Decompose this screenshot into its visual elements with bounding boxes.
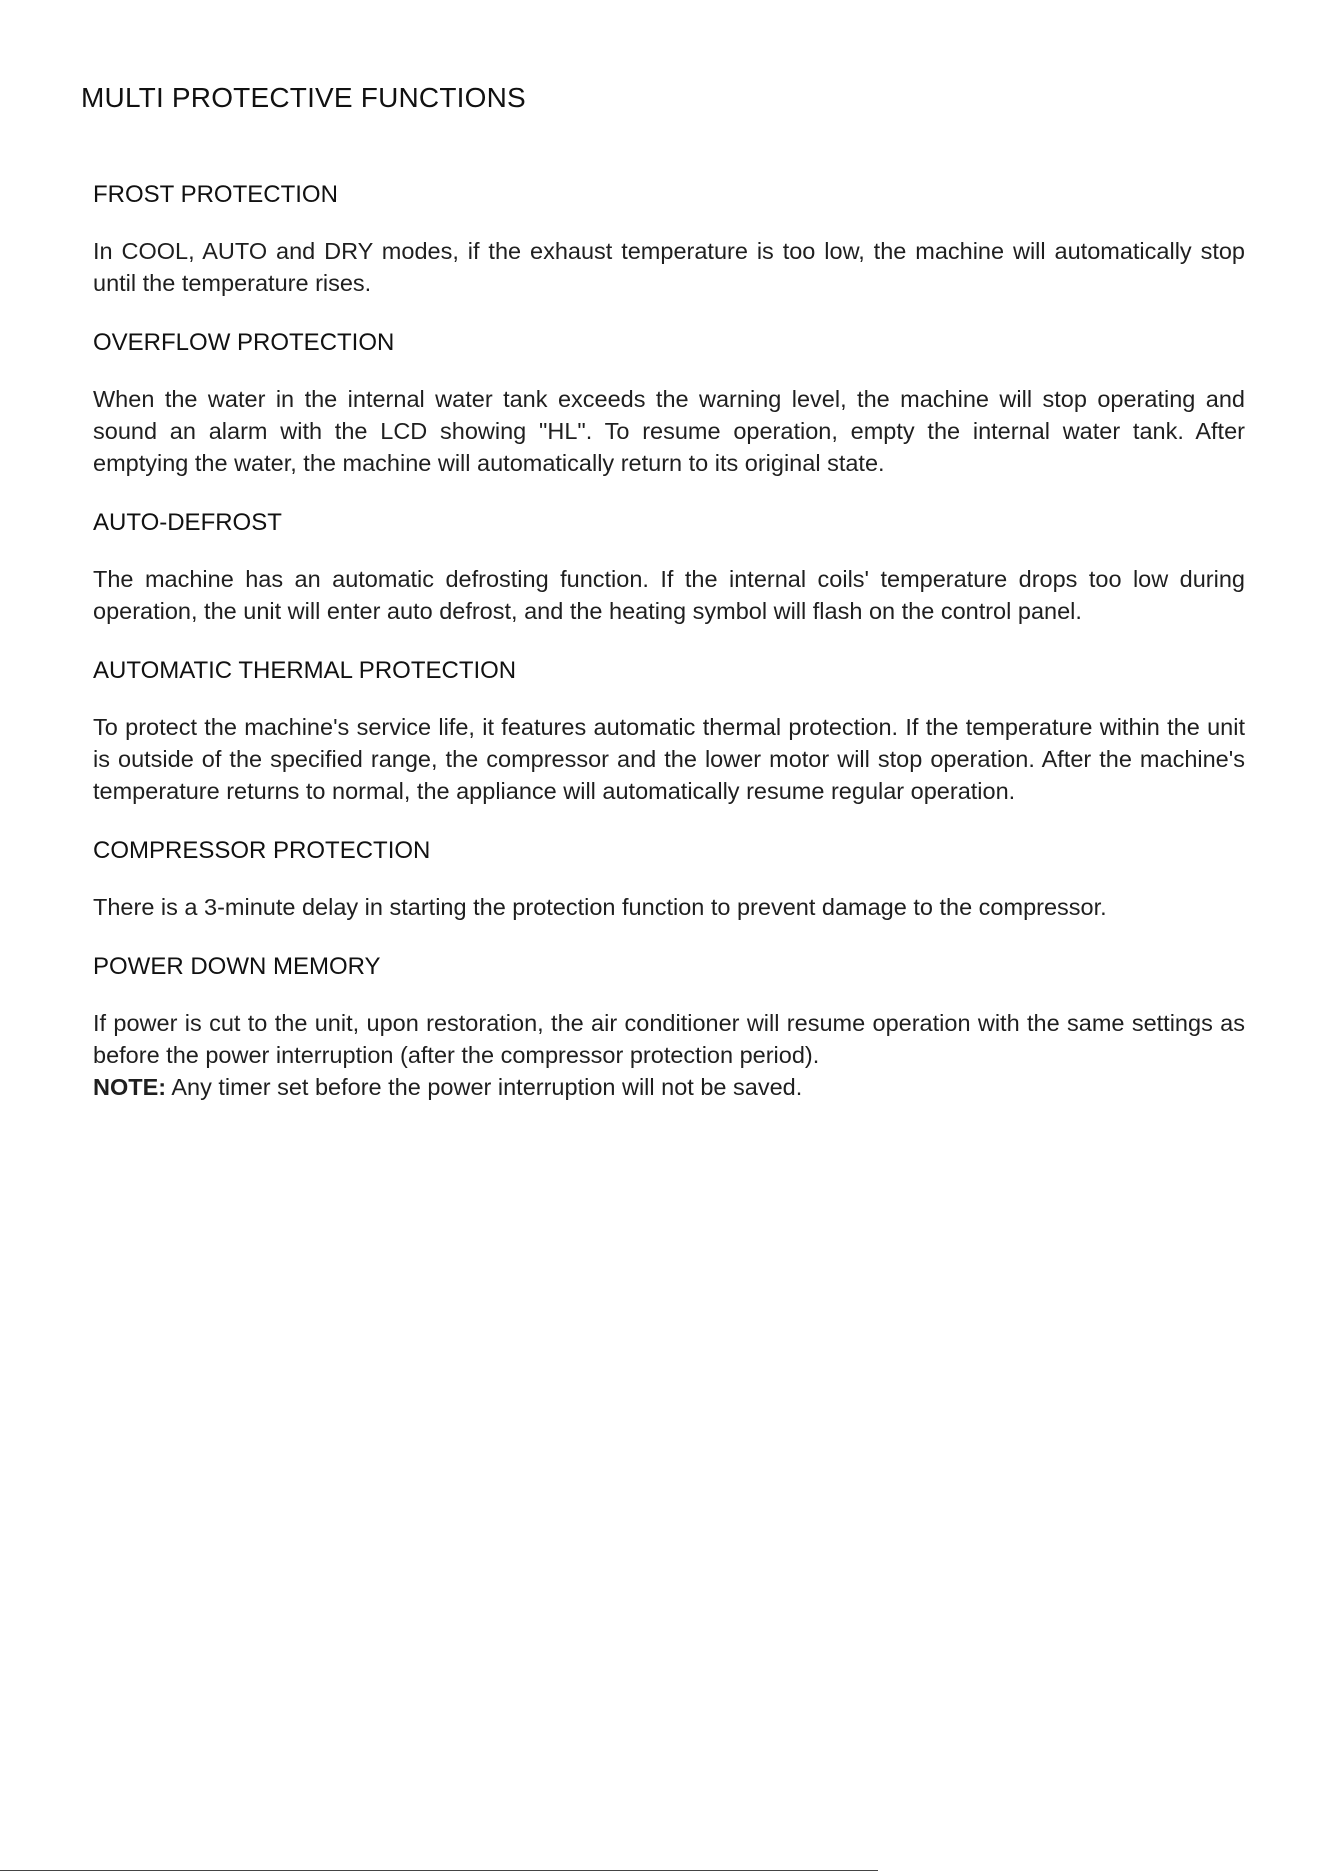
- section-heading: FROST PROTECTION: [93, 181, 338, 208]
- footer-divider: [0, 1870, 878, 1871]
- section-body: There is a 3-minute delay in starting the protection function to prevent damage to the compressor.: [93, 894, 1107, 920]
- note-label: NOTE:: [93, 1074, 167, 1100]
- section-body: When the water in the internal water tank exceeds the warning level, the machine will stop operating and sound an alarm with the LCD showing "HL". To resume operation, empty the internal water tank. After emptying the water, the machine will automatically return to its original state.: [93, 386, 1245, 476]
- section-heading: AUTOMATIC THERMAL PROTECTION: [93, 657, 517, 684]
- section-auto-defrost: [93, 503, 1245, 627]
- section-heading: COMPRESSOR PROTECTION: [93, 837, 431, 864]
- page-title: MULTI PROTECTIVE FUNCTIONS: [81, 82, 526, 113]
- section-body: If power is cut to the unit, upon restoration, the air conditioner will resume operation with the same settings as before the power interruption (after the compressor protection period).: [93, 1010, 1245, 1068]
- section-body: To protect the machine's service life, it features automatic thermal protection. If the temperature within the unit is outside of the specified range, the compressor and the lower motor will stop operation. After the machine's temperature returns to normal, the appliance will automatically resume regular operation.: [93, 714, 1245, 804]
- section-body: The machine has an automatic defrosting function. If the internal coils' temperature drops too low during operation, the unit will enter auto defrost, and the heating symbol will flash on the control panel.: [93, 566, 1245, 624]
- section-compressor-protection: [93, 831, 1245, 923]
- section-heading: OVERFLOW PROTECTION: [93, 329, 395, 356]
- note-text: Any timer set before the power interruption will not be saved.: [166, 1074, 803, 1100]
- section-frost-protection: [93, 175, 1245, 299]
- section-power-down-memory: [93, 947, 1245, 1103]
- protective-functions-list: [93, 175, 1245, 1127]
- note-paragraph: [93, 1071, 1245, 1103]
- section-heading: POWER DOWN MEMORY: [93, 953, 381, 980]
- section-body: In COOL, AUTO and DRY modes, if the exhaust temperature is too low, the machine will automatically stop until the temperature rises.: [93, 238, 1245, 296]
- section-overflow-protection: [93, 323, 1245, 479]
- section-automatic-thermal-protection: [93, 651, 1245, 807]
- section-heading: AUTO-DEFROST: [93, 509, 282, 536]
